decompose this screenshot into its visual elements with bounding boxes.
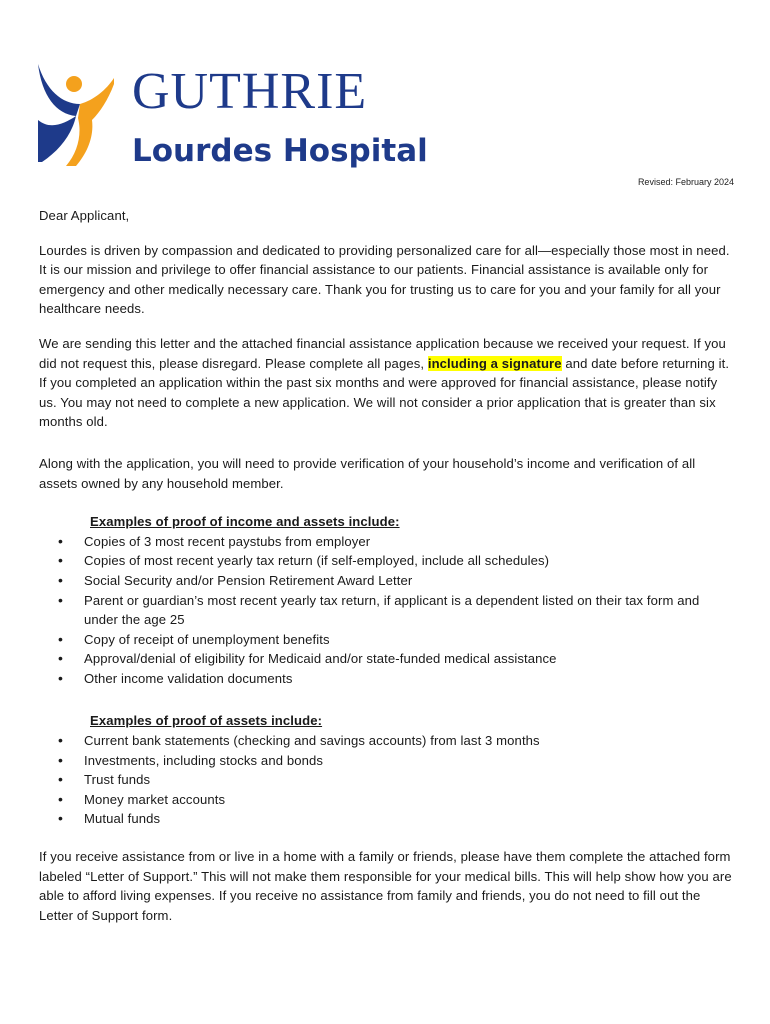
guthrie-figure-icon <box>36 60 116 168</box>
logo-wordmark: GUTHRIE <box>132 63 368 120</box>
request-text-start: We are sending this letter and the attached financial assistance application because we received your request. If you did not request this, please disregard. Please complete all pages, <box>39 335 726 371</box>
income-section-title: Examples of proof of income and assets include: <box>90 514 400 530</box>
support-letter-paragraph: If you receive assistance from or live in a home with a family or friends, please have them complete the attached form labeled “Letter of Support.” This will not make them responsible for your medical bills. This will help show how you are able to afford living expenses. If you receive no assistance from family and friends, you do not need to fill out the Letter of Support form. <box>39 849 732 923</box>
request-text-end: and date before returning it. If you completed an application within the past six months and were approved for financial assistance, please notify us. You may not need to complete a new application. We will not consider a prior application that is greater than six months old. <box>39 355 730 430</box>
list-item: • Current bank statements (checking and savings accounts) from last 3 months <box>84 731 733 751</box>
greeting: Dear Applicant, <box>39 208 130 223</box>
revised-date: Revised: February 2024 <box>637 177 734 187</box>
list-item: • Copies of 3 most recent paystubs from employer <box>84 532 733 552</box>
list-item: • Trust funds <box>84 770 733 790</box>
list-item: • Social Security and/or Pension Retirement Award Letter <box>84 571 733 591</box>
intro-paragraph: Lourdes is driven by compassion and dedicated to providing personalized care for all—especially those most in need. It is our mission and privilege to offer financial assistance to our patients. Financial assistance is available only for emergency and other medically necessary care. Thank you for trusting us to care for you and your family for all your healthcare needs. <box>39 242 730 317</box>
letter-body <box>39 206 733 925</box>
list-item: • Approval/denial of eligibility for Medicaid and/or state-funded medical assistance <box>84 649 733 669</box>
list-item: • Mutual funds <box>84 809 733 829</box>
list-item: • Money market accounts <box>84 790 733 810</box>
assets-proof-list <box>39 731 733 829</box>
list-item: • Parent or guardian’s most recent yearly tax return, if applicant is a dependent listed on their tax form and under the age 25 <box>84 591 733 630</box>
guthrie-logo <box>36 60 456 180</box>
income-proof-list <box>39 532 733 689</box>
assets-section-title: Examples of proof of assets include: <box>90 713 323 729</box>
list-item: • Other income validation documents <box>84 669 733 689</box>
signature-highlight: including a signature <box>427 355 562 371</box>
list-item: • Copy of receipt of unemployment benefits <box>84 630 733 650</box>
logo-hospital-name: Lourdes Hospital <box>132 133 428 169</box>
list-item: • Copies of most recent yearly tax return (if self-employed, include all schedules) <box>84 551 733 571</box>
verification-paragraph: Along with the application, you will need to provide verification of your household’s income and verification of all assets owned by any household member. <box>39 455 696 491</box>
list-item: • Investments, including stocks and bonds <box>84 751 733 771</box>
request-paragraph <box>39 334 733 432</box>
